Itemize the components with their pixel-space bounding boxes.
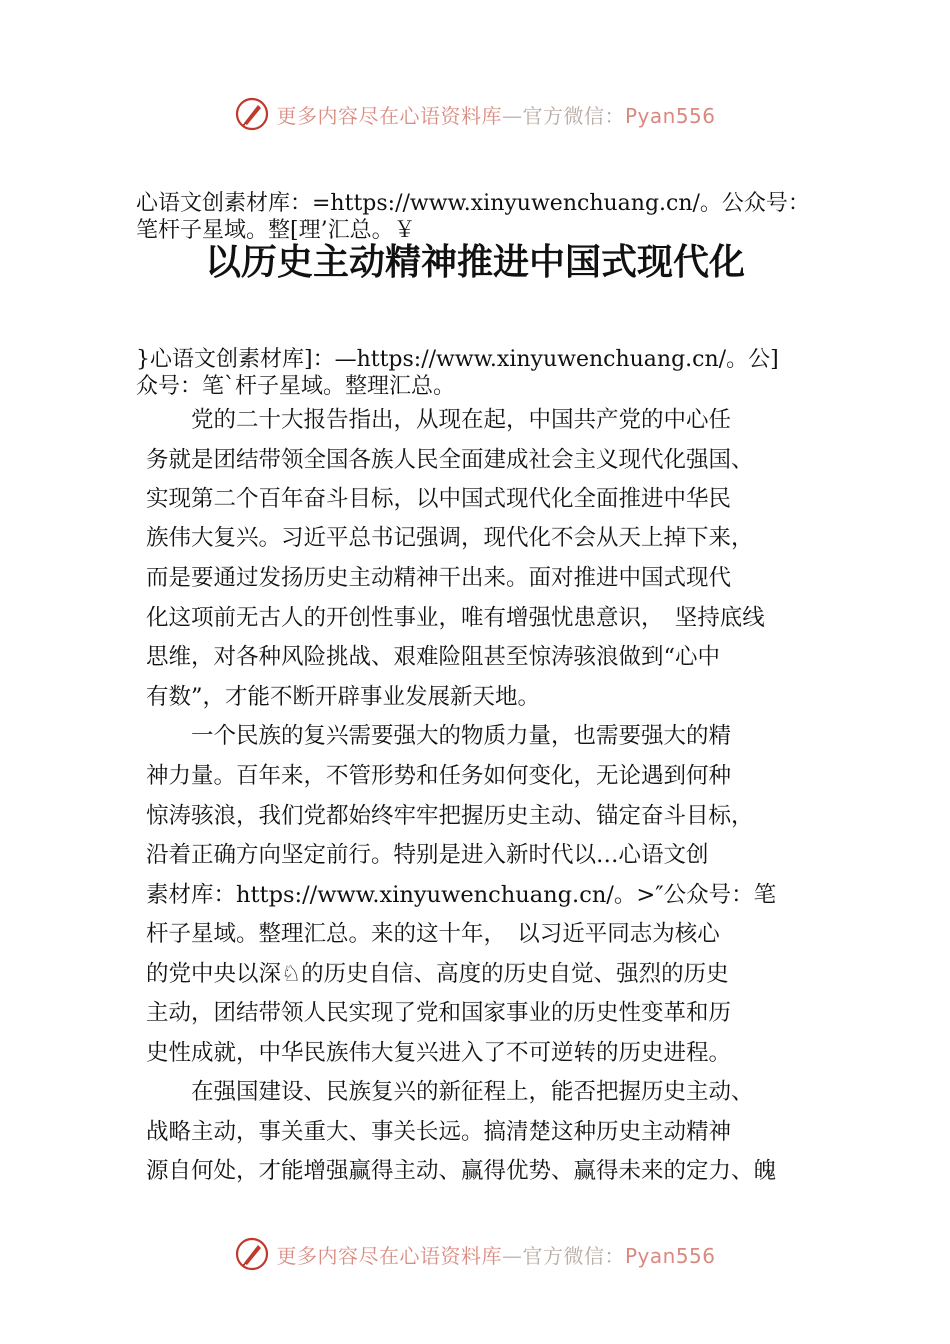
banner-text	[276, 100, 715, 129]
source-line-3: }心语文创素材库]：—https://www.xinyuwenchuang.cn/。公]	[136, 347, 779, 372]
banner-wechat-id: Pyan556	[624, 103, 716, 128]
page-title: 以历史主动精神推进中国式现代化	[204, 242, 745, 283]
body-line: 一个民族的复兴需要强大的物质力量，也需要强大的精	[146, 723, 732, 749]
body-line: 神力量。百年来，不管形势和任务如何变化，无论遇到何种	[146, 763, 732, 789]
body-line: 在强国建设、民族复兴的新征程上，能否把握历史主动、	[146, 1079, 754, 1105]
body-line: 沿着正确方向坚定前行。特别是进入新时代以…心语文创	[146, 842, 709, 868]
body-line: 有数”，才能不断开辟事业发展新天地。	[146, 684, 541, 710]
quill-logo-icon	[234, 1236, 270, 1272]
body-line: 素材库：https://www.xinyuwenchuang.cn/。>″公众号：笔	[146, 882, 777, 908]
body-line: 思维，对各种风险挑战、艰难险阻甚至惊涛骇浪做到“心中	[146, 644, 721, 670]
header-banner	[0, 92, 950, 136]
body-line: 杆子星域。整理汇总。来的这十年， 以习近平同志为核心	[146, 921, 720, 947]
body-line: 族伟大复兴。习近平总书记强调，现代化不会从天上掉下来，	[146, 525, 754, 551]
body-line: 务就是团结带领全国各族人民全面建成社会主义现代化强国、	[146, 447, 754, 473]
body-line: 实现第二个百年奋斗目标，以中国式现代化全面推进中华民	[146, 486, 732, 512]
footer-banner	[0, 1232, 950, 1276]
banner-slogan: 更多内容尽在心语资料库	[276, 1243, 502, 1268]
banner-wechat-label: 官方微信：	[522, 103, 625, 128]
banner-separator: —	[501, 103, 523, 128]
source-line-4: 众号：笔`杆子星域。整理汇总。	[136, 374, 456, 399]
banner-text	[276, 1240, 715, 1269]
banner-wechat-label: 官方微信：	[522, 1243, 625, 1268]
banner-wechat-id: Pyan556	[624, 1243, 716, 1268]
banner-separator: —	[501, 1243, 523, 1268]
source-line-2: 笔杆子星域。整[理’汇总。￥	[136, 218, 416, 243]
body-line: 化这项前无古人的开创性事业，唯有增强忧患意识， 坚持底线	[146, 605, 765, 631]
quill-logo-icon	[234, 96, 270, 132]
body-line: 的党中央以深♘的历史自信、高度的历史自觉、强烈的历史	[146, 961, 729, 987]
body-line: 惊涛骇浪，我们党都始终牢牢把握历史主动、锚定奋斗目标，	[146, 803, 754, 829]
body-line: 而是要通过发扬历史主动精神干出来。面对推进中国式现代	[146, 565, 732, 591]
body-line: 主动，团结带领人民实现了党和国家事业的历史性变革和历	[146, 1000, 732, 1026]
source-line-1: 心语文创素材库：=https://www.xinyuwenchuang.cn/。公众号：	[136, 191, 810, 216]
body-line: 源自何处，才能增强赢得主动、赢得优势、赢得未来的定力、魄	[146, 1158, 777, 1184]
banner-slogan: 更多内容尽在心语资料库	[276, 103, 502, 128]
body-line: 史性成就，中华民族伟大复兴进入了不可逆转的历史进程。	[146, 1040, 732, 1066]
body-line: 党的二十大报告指出，从现在起，中国共产党的中心任	[146, 407, 732, 433]
body-line: 战略主动，事关重大、事关长远。搞清楚这种历史主动精神	[146, 1119, 732, 1145]
